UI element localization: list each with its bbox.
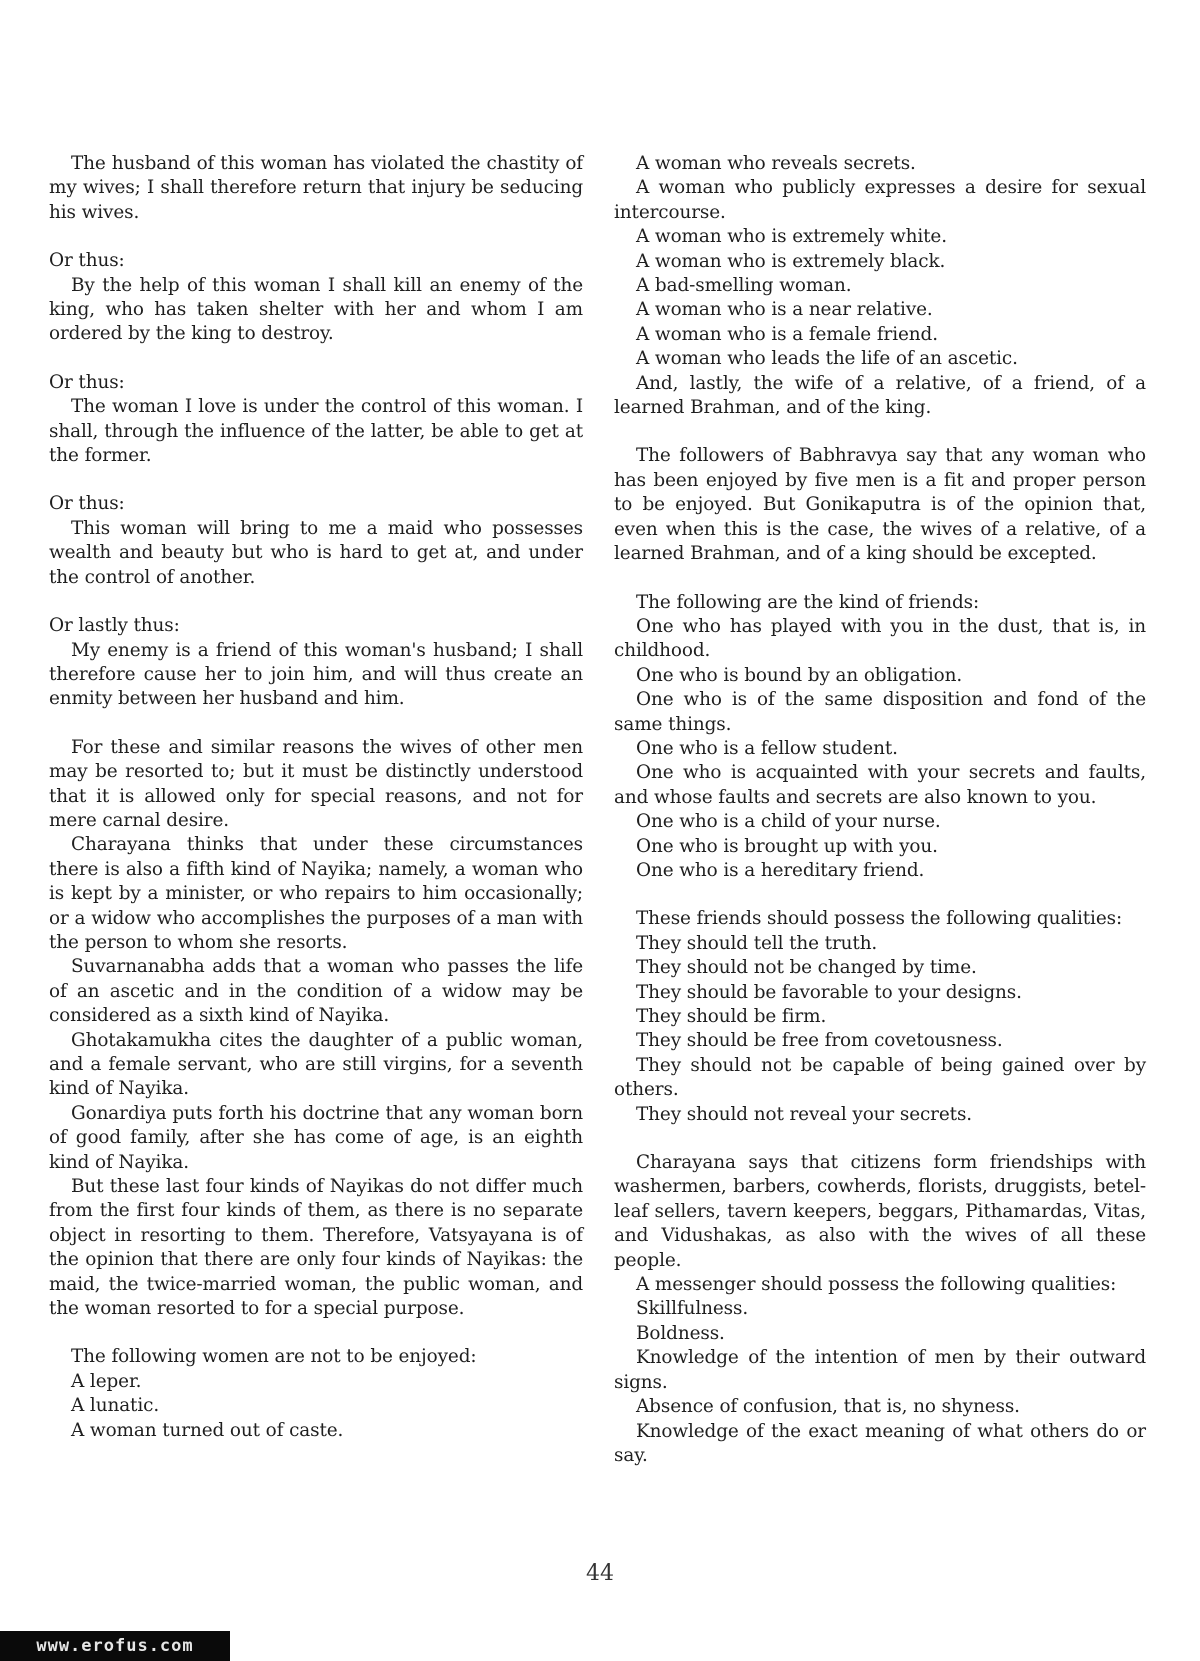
list-item: One who is brought up with you. (636, 835, 938, 857)
list-item: One who is of the same disposition and fond of the same things. (614, 689, 1146, 735)
paragraph: The following women are not to be enjoyed: (71, 1346, 477, 1368)
list-item: A woman who leads the life of an ascetic. (636, 348, 1018, 370)
list-item: A leper. (71, 1370, 142, 1392)
list-item: And, lastly, the wife of a relative, of a friend, of a learned Brahman, and of the king. (614, 372, 1146, 419)
list-item: A woman who is a near relative. (636, 299, 933, 321)
paragraph: Charayana says that citizens form friendships with washermen, barbers, cowherds, florists, druggists, betel-leaf sellers, tavern keepers, beggars, Pithamardas, Vitas, and Vidushakas, as also with the wives of all these people. (614, 1152, 1146, 1271)
list-item: A woman who is extremely white. (636, 226, 947, 248)
paragraph: Charayana thinks that under these circumstances there is also a fifth kind of Nayika; namely, a woman who is kept by a minister, or who repairs to him occasionally; or a widow who accomplishes the purposes of a man with the person to whom she resorts. (49, 834, 583, 953)
list-item: They should be favorable to your designs. (636, 981, 1022, 1003)
paragraph: These friends should possess the following qualities: (636, 908, 1123, 930)
list-item: A woman who reveals secrets. (636, 153, 916, 174)
list-item: They should not be capable of being gained over by others. (614, 1054, 1146, 1101)
list-item: A lunatic. (71, 1395, 160, 1417)
list-item: A woman who is extremely black. (636, 250, 946, 272)
right-column (614, 152, 1146, 1468)
paragraph: The husband of this woman has violated the chastity of my wives; I shall therefore return that injury be seducing his wives. (49, 153, 583, 223)
paragraph: Or thus: (49, 371, 125, 393)
page-number: 44 (586, 1561, 614, 1586)
list-item: They should not be changed by time. (636, 957, 977, 979)
list-item: They should tell the truth. (636, 932, 878, 954)
list-item: Knowledge of the exact meaning of what others do or say. (614, 1420, 1146, 1466)
list-item: A bad-smelling woman. (636, 275, 852, 297)
list-item: A woman who publicly expresses a desire for sexual intercourse. (614, 177, 1146, 223)
list-item: Knowledge of the intention of men by their outward signs. (614, 1347, 1146, 1393)
watermark: www.erofus.com (0, 1631, 230, 1661)
list-item: One who is bound by an obligation. (636, 664, 963, 686)
paragraph: The woman I love is under the control of this woman. I shall, through the influence of the latter, be able to get at the former. (49, 396, 583, 467)
list-item: A woman who is a female friend. (636, 323, 938, 345)
paragraph: My enemy is a friend of this woman's husband; I shall therefore cause her to join him, and will thus create an enmity between her husband and him. (49, 639, 583, 710)
paragraph: But these last four kinds of Nayikas do not differ much from the first four kinds of them, as there is no separate object in resorting to them. Therefore, Vatsyayana is of the opinion that there are only four kinds of Nayikas: the maid, the twice-married woman, the public woman, and the woman resorted to for a special purpose. (49, 1176, 583, 1320)
list-item: They should be firm. (636, 1006, 827, 1027)
paragraph: The followers of Babhravya say that any woman who has been enjoyed by five men is a fit and proper person to be enjoyed. But Gonikaputra is of the opinion that, even when this is the case, the wives of a relative, of a learned Brahman, and of a king should be excepted. (614, 445, 1146, 565)
list-item: Boldness. (636, 1322, 725, 1344)
paragraph: Gonardiya puts forth his doctrine that any woman born of good family, after she has come of age, is an eighth kind of Nayika. (49, 1102, 583, 1173)
list-item: One who is acquainted with your secrets and faults, and whose faults and secrets are also known to you. (614, 762, 1146, 808)
list-item: One who is a fellow student. (636, 737, 898, 759)
list-item: One who is a child of your nurse. (636, 811, 941, 833)
left-column (49, 152, 583, 1443)
paragraph: By the help of this woman I shall kill an enemy of the king, who has taken shelter with her and whom I am ordered by the king to destroy. (49, 274, 583, 345)
paragraph: Suvarnanabha adds that a woman who passes the life of an ascetic and in the condition of a widow may be considered as a sixth kind of Nayika. (49, 956, 583, 1027)
list-item: A woman turned out of caste. (71, 1419, 344, 1441)
list-item: One who has played with you in the dust, that is, in childhood. (614, 615, 1146, 662)
list-item: Absence of confusion, that is, no shyness. (636, 1396, 1020, 1418)
paragraph: For these and similar reasons the wives of other men may be resorted to; but it must be distinctly understood that it is allowed only for special reasons, and not for mere carnal desire. (49, 736, 583, 831)
list-item: They should not reveal your secrets. (636, 1103, 973, 1125)
list-item: One who is a hereditary friend. (636, 859, 925, 881)
paragraph: Or lastly thus: (49, 615, 180, 637)
paragraph: Ghotakamukha cites the daughter of a public woman, and a female servant, who are still virgins, for a seventh kind of Nayika. (49, 1029, 583, 1100)
paragraph: Or thus: (49, 250, 125, 272)
paragraph: Or thus: (49, 493, 125, 515)
list-item: Skillfulness. (636, 1298, 749, 1320)
paragraph: The following are the kind of friends: (636, 591, 980, 613)
list-item: They should be free from covetousness. (636, 1030, 1003, 1052)
paragraph: A messenger should possess the following qualities: (636, 1274, 1117, 1296)
paragraph: This woman will bring to me a maid who possesses wealth and beauty but who is hard to get at, and under the control of another. (49, 517, 583, 588)
